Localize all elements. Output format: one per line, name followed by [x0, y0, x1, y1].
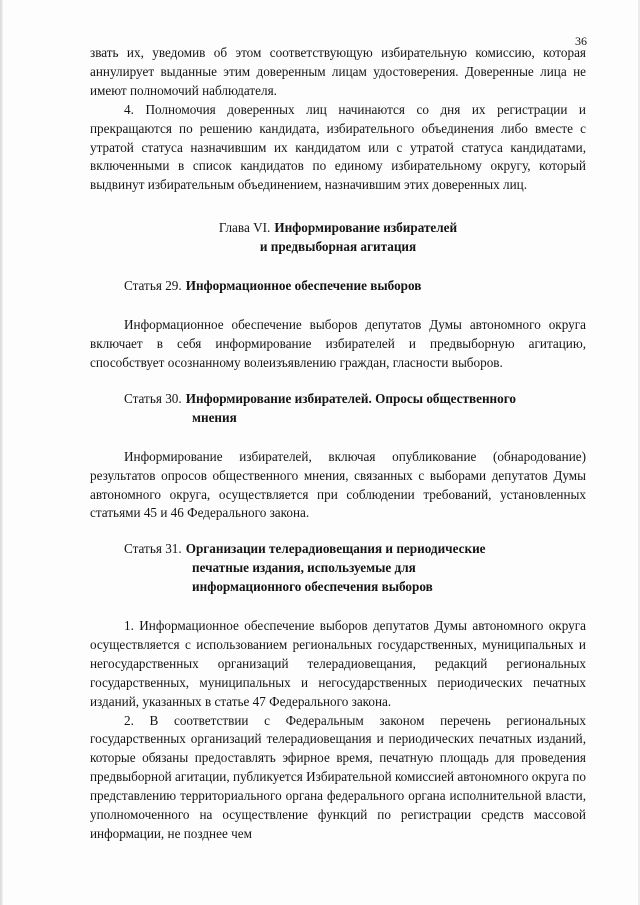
article-31-title-line-2: печатные издания, используемые для: [192, 560, 416, 576]
page-number: 36: [575, 34, 587, 48]
document-body: [90, 44, 586, 844]
article-30-title-line-1: Информирование избирателей. Опросы общественного: [185, 390, 517, 406]
chapter-label: Глава VI.: [218, 220, 271, 236]
article-31-paragraph-2: 2. В соответствии с Федеральным законом перечень региональных государственных организаций телерадиовещания и периодических печатных изданий, которые обязаны предоставлять эфирное время, печатную площадь для проведения предвыборной агитации, публикуется Избирательной комиссией автономного округа по представлению территориального органа федерального органа исполнительной власти, уполномоченного на осуществление функций по регистрации средств массовой информации, не позднее чем: [90, 712, 586, 841]
scan-left-edge: [0, 0, 3, 905]
chapter-title-line-2: и предвыборная агитация: [259, 239, 417, 255]
article-30-title-line-2: мнения: [192, 409, 237, 425]
article-30-label: Статья 30.: [124, 390, 182, 406]
chapter-title-line-1: Информирование избирателей: [274, 220, 458, 236]
article-31-paragraph-1: 1. Информационное обеспечение выборов депутатов Думы автономного округа осуществляется с использованием региональных государственных, муниципальных и негосударственных организаций телерадиовещания, редакций региональных государственных, муниципальных и негосударственных периодических печатных изданий, указанных в статье 47 Федерального закона.: [90, 618, 586, 709]
article-31-title-line-3: информационного обеспечения выборов: [192, 579, 433, 595]
article-29-heading: [124, 277, 586, 296]
article-30-paragraph: Информирование избирателей, включая опубликование (обнародование) результатов опросов общественного мнения, связанных с выборами депутатов Думы автономного округа, осуществляется при соблюдении требований, установленных статьями 45 и 46 Федерального закона.: [90, 448, 586, 521]
article-31-title-line-1: Организации телерадиовещания и периодические: [185, 541, 486, 557]
article-31-heading: [124, 540, 586, 597]
continuation-paragraph: звать их, уведомив об этом соответствующую избирательную комиссию, которая аннулирует выданные этим доверенным лицам удостоверения. Доверенные лица не имеют полномочий наблюдателя.: [90, 45, 586, 98]
chapter-heading: [90, 218, 586, 256]
article-29-label: Статья 29.: [124, 278, 182, 294]
paragraph-4: 4. Полномочия доверенных лиц начинаются со дня их регистрации и прекращаются по решению кандидата, избирательного объединения либо вместе с утратой статуса назначившим их кандидатом или с утратой статуса кандидатами, включенными в список кандидатов по единому избирательному округу, который выдвинут избирательным объединением, назначившим этих доверенных лиц.: [90, 101, 586, 193]
article-30-heading: [124, 390, 586, 428]
article-29-title: Информационное обеспечение выборов: [185, 278, 422, 294]
article-29-paragraph: Информационное обеспечение выборов депутатов Думы автономного округа включает в себя информирование избирателей и предвыборную агитацию, способствует осознанному волеизъявлению граждан, гласности выборов.: [90, 317, 586, 370]
article-31-label: Статья 31.: [124, 541, 182, 557]
